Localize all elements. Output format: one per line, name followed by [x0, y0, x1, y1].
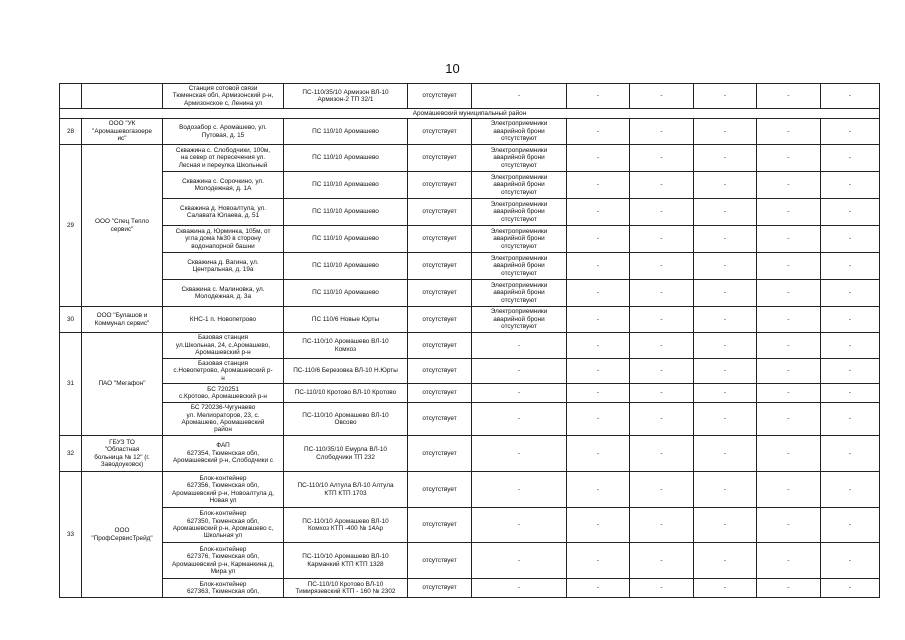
cell-object: Блок-контейнер 627376, Тюменская обл, Аромашевский р-н, Карманкина д, Мира ул	[163, 543, 284, 579]
cell-value: -	[821, 359, 880, 384]
section-row	[60, 109, 880, 119]
cell-equipment: -	[472, 508, 567, 543]
cell-num: 32	[60, 436, 82, 472]
table-row	[60, 199, 880, 226]
table-row	[60, 543, 880, 579]
cell-value: -	[694, 403, 757, 436]
cell-substation: ПС-110/10 Алтула ВЛ-10 Алтула КТП КТП 1703	[284, 472, 408, 508]
cell-value: -	[821, 119, 880, 145]
cell-substation: ПС-110/10 Аромашево ВЛ-10 Овсово	[284, 403, 408, 436]
cell-value: -	[757, 119, 821, 145]
cell-value: -	[694, 84, 757, 109]
cell-equipment: -	[472, 436, 567, 472]
cell-value: -	[567, 119, 630, 145]
cell-value: -	[694, 333, 757, 359]
cell-object: Блок-контейнер 627356, Тюменская обл, Аромашевский р-н, Новоалтула д, Новая ул	[163, 472, 284, 508]
cell-value: -	[694, 472, 757, 508]
cell-value: -	[630, 436, 694, 472]
cell-object: Станция сотовой связи Тюменская обл, Армизонский р-н, Армизонское с, Ленина ул	[163, 84, 284, 109]
cell-value: -	[630, 472, 694, 508]
cell-value: -	[630, 226, 694, 253]
cell-equipment: Электроприемники аварийной брони отсутствуют	[472, 199, 567, 226]
cell-value: -	[630, 508, 694, 543]
cell-value: -	[821, 226, 880, 253]
cell-value: -	[821, 543, 880, 579]
cell-value: -	[821, 199, 880, 226]
cell-value: -	[694, 199, 757, 226]
cell-substation: ПС 110/10 Аромашево	[284, 119, 408, 145]
cell-value: -	[630, 119, 694, 145]
table-row	[60, 508, 880, 543]
cell-object: Блок-контейнер 627363, Тюменская обл,	[163, 579, 284, 598]
table-row	[60, 172, 880, 199]
cell-value: -	[694, 226, 757, 253]
cell-value: -	[694, 508, 757, 543]
cell-value: -	[694, 543, 757, 579]
cell-value: -	[757, 333, 821, 359]
cell-state: отсутствует	[408, 280, 472, 307]
cell-substation: ПС-110/10 Кротово ВЛ-10 Кротово	[284, 384, 408, 403]
cell-value: -	[630, 172, 694, 199]
cell-equipment: -	[472, 84, 567, 109]
cell-object: БС 720236-Чугунаево ул. Мелиораторов, 23, с. Аромашево, Аромашевский район	[163, 403, 284, 436]
cell-object: Скважина с. Сорочкино, ул. Молодежная, д. 1А	[163, 172, 284, 199]
cell-value: -	[567, 403, 630, 436]
cell-equipment: Электроприемники аварийной брони отсутствуют	[472, 145, 567, 172]
cell-substation: ПС-110/6 Березовка ВЛ-10 Н.Юрты	[284, 359, 408, 384]
cell-value: -	[630, 543, 694, 579]
cell-value: -	[821, 579, 880, 598]
cell-value: -	[694, 436, 757, 472]
cell-org: ООО "Булашов и Коммунал сервис"	[82, 307, 163, 333]
cell-value: -	[821, 384, 880, 403]
table-row	[60, 472, 880, 508]
cell-state: отсутствует	[408, 253, 472, 280]
table-row	[60, 226, 880, 253]
cell-equipment: -	[472, 359, 567, 384]
cell-substation: ПС 110/6 Новые Юрты	[284, 307, 408, 333]
table-row	[60, 119, 880, 145]
cell-equipment: Электроприемники аварийной брони отсутствуют	[472, 226, 567, 253]
table-row	[60, 253, 880, 280]
table-row	[60, 307, 880, 333]
cell-org	[82, 84, 163, 109]
cell-substation: ПС 110/10 Аромашево	[284, 145, 408, 172]
cell-object: Базовая станция ул.Школьная, 24, с.Аромашево, Аромашевский р-н	[163, 333, 284, 359]
cell-substation: ПС 110/10 Аромашево	[284, 226, 408, 253]
cell-org: ООО "Спец Тепло сервис"	[82, 145, 163, 307]
cell-num: 31	[60, 333, 82, 436]
cell-state: отсутствует	[408, 172, 472, 199]
cell-substation: ПС-110/10 Аромашево ВЛ-10 Комхоз	[284, 333, 408, 359]
cell-substation: ПС 110/10 Аромашево	[284, 172, 408, 199]
table-row	[60, 145, 880, 172]
cell-value: -	[567, 436, 630, 472]
cell-value: -	[821, 508, 880, 543]
cell-value: -	[757, 307, 821, 333]
cell-org: ООО "УК "Аромашевогазоере ис"	[82, 119, 163, 145]
cell-value: -	[694, 359, 757, 384]
cell-value: -	[567, 253, 630, 280]
cell-value: -	[757, 543, 821, 579]
cell-value: -	[567, 199, 630, 226]
cell-value: -	[630, 384, 694, 403]
cell-value: -	[757, 145, 821, 172]
cell-substation: ПС-110/35/10 Емурла ВЛ-10 Слободчики ТП 232	[284, 436, 408, 472]
cell-value: -	[630, 199, 694, 226]
cell-state: отсутствует	[408, 579, 472, 598]
cell-value: -	[821, 333, 880, 359]
cell-value: -	[757, 253, 821, 280]
table-row	[60, 384, 880, 403]
table-row	[60, 403, 880, 436]
cell-equipment: Электроприемники аварийной брони отсутствуют	[472, 280, 567, 307]
cell-state: отсутствует	[408, 307, 472, 333]
cell-value: -	[567, 172, 630, 199]
cell-value: -	[630, 359, 694, 384]
cell-value: -	[757, 280, 821, 307]
cell-value: -	[757, 384, 821, 403]
cell-substation: ПС 110/10 Аромашево	[284, 199, 408, 226]
cell-org: ГБУЗ ТО "Областная больница № 12" (г. Заводоуковск)	[82, 436, 163, 472]
cell-value: -	[757, 84, 821, 109]
cell-state: отсутствует	[408, 333, 472, 359]
cell-state: отсутствует	[408, 226, 472, 253]
cell-equipment: -	[472, 403, 567, 436]
cell-object: Блок-контейнер 627350, Тюменская обл, Аромашевский р-н, Аромашево с, Школьная ул	[163, 508, 284, 543]
table-row	[60, 359, 880, 384]
cell-object: Базовая станция с.Новопетрово, Аромашевский р- н	[163, 359, 284, 384]
cell-value: -	[757, 436, 821, 472]
page-number: 10	[445, 61, 460, 76]
cell-value: -	[567, 579, 630, 598]
cell-num: 33	[60, 472, 82, 598]
cell-value: -	[567, 307, 630, 333]
table-row	[60, 436, 880, 472]
cell-equipment: -	[472, 543, 567, 579]
cell-state: отсутствует	[408, 84, 472, 109]
cell-value: -	[757, 172, 821, 199]
table-row	[60, 333, 880, 359]
cell-value: -	[630, 579, 694, 598]
cell-object: Скважина д. Новоалтула, ул. Салавата Юлаева, д. 51	[163, 199, 284, 226]
cell-state: отсутствует	[408, 359, 472, 384]
cell-state: отсутствует	[408, 199, 472, 226]
cell-value: -	[694, 579, 757, 598]
cell-value: -	[567, 384, 630, 403]
cell-equipment: Электроприемники аварийной брони отсутствуют	[472, 172, 567, 199]
cell-object: ФАП 627354, Тюменская обл, Аромашевский р-н, Слободчики с	[163, 436, 284, 472]
cell-num: 30	[60, 307, 82, 333]
cell-equipment: Электроприемники аварийной брони отсутствуют	[472, 307, 567, 333]
cell-org: ООО "ПрофСервисТрейд"	[82, 472, 163, 598]
cell-value: -	[630, 253, 694, 280]
cell-state: отсутствует	[408, 436, 472, 472]
cell-value: -	[567, 280, 630, 307]
cell-value: -	[630, 403, 694, 436]
cell-value: -	[567, 543, 630, 579]
cell-substation: ПС 110/10 Аромашево	[284, 253, 408, 280]
cell-value: -	[821, 145, 880, 172]
cell-state: отсутствует	[408, 119, 472, 145]
cell-num: 28	[60, 119, 82, 145]
cell-substation: ПС 110/10 Аромашево	[284, 280, 408, 307]
cell-state: отсутствует	[408, 508, 472, 543]
table-row	[60, 280, 880, 307]
cell-value: -	[821, 307, 880, 333]
cell-value: -	[567, 333, 630, 359]
cell-substation: ПС-110/35/10 Армизон ВЛ-10 Армизон-2 ТП 32/1	[284, 84, 408, 109]
cell-num	[60, 84, 82, 109]
cell-object: Скважина с. Слободчики, 100м, на север от пересечения ул. Лесная и переулка Школьный	[163, 145, 284, 172]
cell-equipment: -	[472, 472, 567, 508]
cell-substation: ПС-110/10 Аромашево ВЛ-10 Комхоз КТП -400 № 14Ар	[284, 508, 408, 543]
cell-object: Скважина д. Вагина, ул. Центральная, д. 19а	[163, 253, 284, 280]
cell-value: -	[821, 403, 880, 436]
cell-object: БС 720251 с.Кротово, Аромашевский р-н	[163, 384, 284, 403]
cell-value: -	[757, 199, 821, 226]
cell-value: -	[567, 472, 630, 508]
cell-substation: ПС-110/10 Аромашево ВЛ-10 Карманкий КТП КТП 1328	[284, 543, 408, 579]
cell-state: отсутствует	[408, 145, 472, 172]
cell-value: -	[821, 472, 880, 508]
cell-equipment: Электроприемники аварийной брони отсутствуют	[472, 253, 567, 280]
cell-object: Скважина д. Юрминка, 105м, от угла дома №30 в сторону водонапорной башни	[163, 226, 284, 253]
table-row	[60, 84, 880, 109]
cell-value: -	[821, 84, 880, 109]
cell-object: Водозабор с. Аромашево, ул. Путовая, д. 15	[163, 119, 284, 145]
cell-num: 29	[60, 145, 82, 307]
cell-equipment: -	[472, 333, 567, 359]
cell-value: -	[567, 226, 630, 253]
cell-value: -	[821, 172, 880, 199]
cell-value: -	[567, 508, 630, 543]
cell-state: отсутствует	[408, 384, 472, 403]
cell-value: -	[694, 253, 757, 280]
cell-equipment: -	[472, 384, 567, 403]
district-heading: Аромашевский муниципальный район	[60, 109, 880, 119]
cell-value: -	[694, 307, 757, 333]
cell-state: отсутствует	[408, 472, 472, 508]
cell-value: -	[694, 172, 757, 199]
cell-value: -	[757, 359, 821, 384]
cell-value: -	[821, 436, 880, 472]
cell-state: отсутствует	[408, 543, 472, 579]
cell-value: -	[694, 280, 757, 307]
cell-value: -	[757, 226, 821, 253]
table-row	[60, 579, 880, 598]
cell-value: -	[630, 145, 694, 172]
cell-value: -	[821, 280, 880, 307]
cell-value: -	[757, 508, 821, 543]
cell-value: -	[630, 84, 694, 109]
cell-state: отсутствует	[408, 403, 472, 436]
cell-substation: ПС-110/10 Кротово ВЛ-10 Тимирязевский КТП - 160 № 2302	[284, 579, 408, 598]
cell-value: -	[694, 119, 757, 145]
cell-value: -	[757, 472, 821, 508]
cell-org: ПАО "Мегафон"	[82, 333, 163, 436]
cell-value: -	[630, 333, 694, 359]
cell-value: -	[757, 403, 821, 436]
cell-equipment: -	[472, 579, 567, 598]
cell-value: -	[630, 280, 694, 307]
cell-value: -	[567, 84, 630, 109]
cell-value: -	[694, 384, 757, 403]
cell-value: -	[567, 145, 630, 172]
cell-object: КНС-1 п. Новопетрово	[163, 307, 284, 333]
cell-value: -	[821, 253, 880, 280]
cell-value: -	[630, 307, 694, 333]
cell-object: Скважина с. Малиновка, ул. Молодежная, д. 3а	[163, 280, 284, 307]
cell-value: -	[694, 145, 757, 172]
reserve-table	[59, 83, 880, 598]
cell-equipment: Электроприемники аварийной брони отсутствуют	[472, 119, 567, 145]
cell-value: -	[567, 359, 630, 384]
cell-value: -	[757, 579, 821, 598]
